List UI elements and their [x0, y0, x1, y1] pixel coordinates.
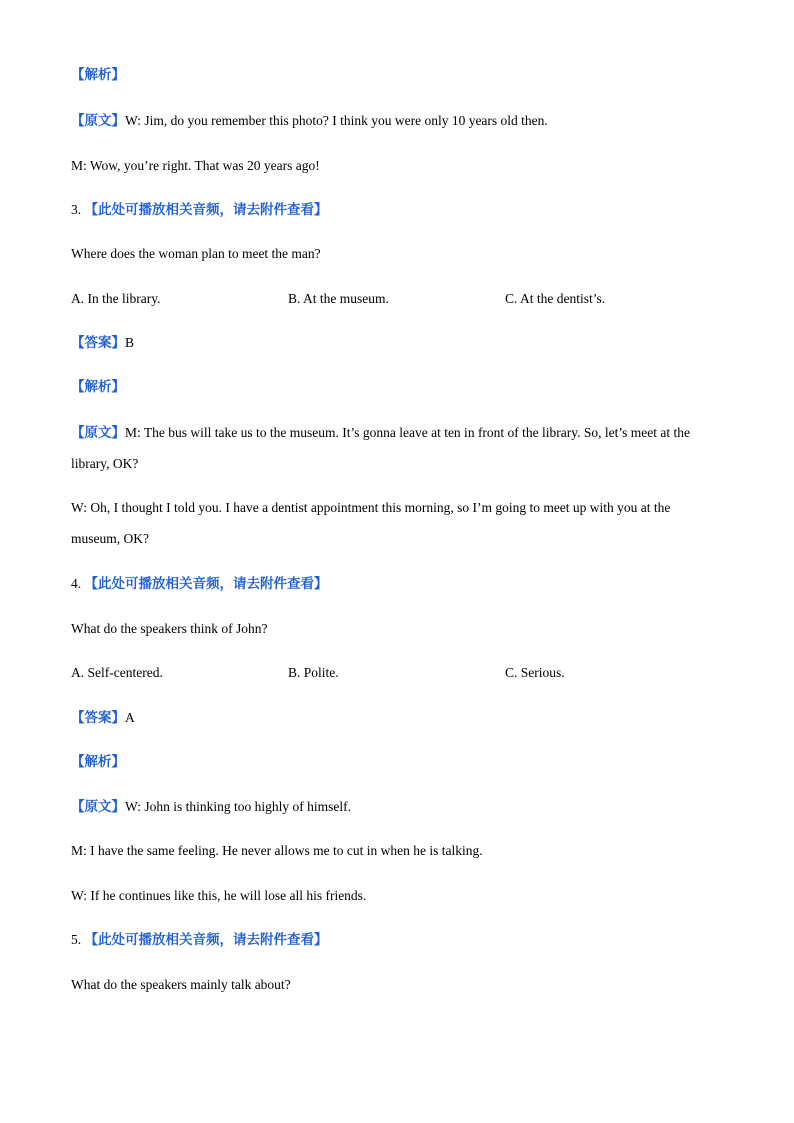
analysis-label: 【解析】 [71, 67, 125, 82]
script-line [71, 424, 690, 442]
script-text: W: Jim, do you remember this photo? I think you were only 10 years old then. [125, 113, 548, 128]
script-text: M: The bus will take us to the museum. It’s gonna leave at ten in front of the library. So, let’s meet at the [125, 425, 691, 440]
script-line: W: If he continues like this, he will lose all his friends. [71, 888, 367, 903]
audio-note: 【此处可播放相关音频，请去附件查看】 [84, 932, 328, 947]
script-line: W: Oh, I thought I told you. I have a dentist appointment this morning, so I’m going to meet up with you at the [71, 500, 671, 515]
option-a: A. Self-centered. [71, 665, 163, 680]
question-number: 4. [71, 576, 82, 591]
script-line: M: Wow, you’re right. That was 20 years ago! [71, 158, 320, 173]
option-c: C. At the dentist’s. [505, 291, 606, 306]
question-number: 5. [71, 932, 82, 947]
audio-note: 【此处可播放相关音频，请去附件查看】 [84, 576, 328, 591]
option-c: C. Serious. [505, 665, 565, 680]
option-b: B. Polite. [288, 665, 339, 680]
option-b: B. At the museum. [288, 291, 389, 306]
script-label: 【原文】 [71, 799, 125, 814]
answer-value: A [125, 710, 135, 725]
answer-label: 【答案】 [71, 710, 125, 725]
question-text: Where does the woman plan to meet the man? [71, 246, 321, 261]
script-line [71, 798, 351, 816]
question-header [71, 201, 328, 219]
answer-line [71, 334, 134, 352]
audio-note: 【此处可播放相关音频，请去附件查看】 [84, 202, 328, 217]
script-text: W: John is thinking too highly of himself. [125, 799, 351, 814]
script-line: M: I have the same feeling. He never allows me to cut in when he is talking. [71, 843, 483, 858]
script-line: library, OK? [71, 456, 139, 471]
script-label: 【原文】 [71, 113, 125, 128]
answer-line [71, 709, 135, 727]
analysis-label: 【解析】 [71, 379, 125, 394]
script-line: museum, OK? [71, 531, 149, 546]
answer-label: 【答案】 [71, 335, 125, 350]
question-header [71, 575, 328, 593]
question-text: What do the speakers think of John? [71, 621, 268, 636]
script-label: 【原文】 [71, 425, 125, 440]
question-text: What do the speakers mainly talk about? [71, 977, 291, 992]
answer-value: B [125, 335, 135, 350]
script-line [71, 112, 548, 130]
analysis-label: 【解析】 [71, 754, 125, 769]
question-header [71, 931, 328, 949]
question-number: 3. [71, 202, 82, 217]
option-a: A. In the library. [71, 291, 161, 306]
